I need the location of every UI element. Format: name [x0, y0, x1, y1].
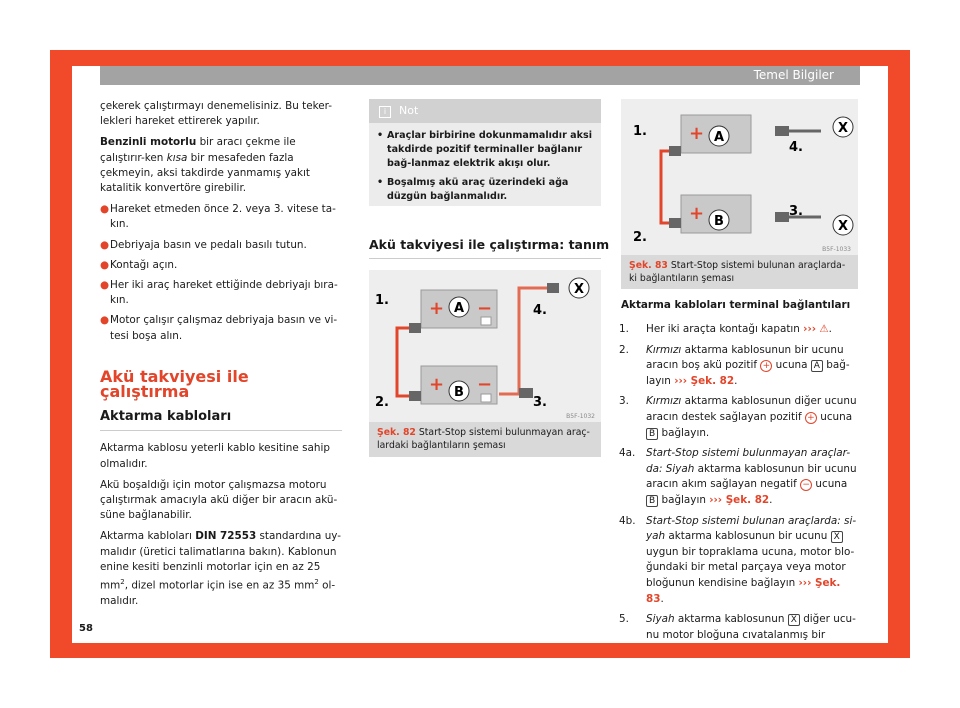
note-title: Not: [399, 104, 419, 117]
bullet-icon: ●: [100, 279, 110, 292]
italic-text: Start-Stop sistemi bulunan araçlarda: si-yah: [646, 514, 857, 543]
figure-caption-83: [621, 255, 858, 289]
text: aktarma kablosunun diğer ucunu aracın destek sağlayan pozitif: [646, 395, 857, 423]
paragraph-petrol: [100, 135, 342, 196]
list-item-text: Debriyaja basın ve pedalı basılı tutun.: [110, 238, 307, 251]
page-number: 58: [79, 623, 93, 634]
italic-text: Kırmızı: [646, 395, 682, 408]
text: .: [734, 374, 738, 387]
label-x: X: [573, 282, 585, 297]
figure-83: [621, 99, 858, 255]
plus-sign: +: [689, 123, 705, 144]
label-box: X: [831, 531, 843, 543]
item-number: 4b.: [619, 514, 636, 527]
step-4: 4.: [789, 140, 803, 155]
list-item: [619, 322, 859, 338]
bullet-icon: ●: [100, 238, 110, 251]
plus-terminal-icon: +: [805, 412, 817, 424]
text: .: [660, 592, 664, 605]
bullet-icon: •: [377, 177, 384, 188]
superscript: 2: [314, 578, 319, 587]
figure-link[interactable]: ››› Şek. 83: [646, 576, 841, 605]
text: aktarma kablosunun: [674, 613, 788, 626]
text: , dizel motorlar için ise en az 35 mm: [124, 579, 315, 592]
text: ol-malıdır.: [100, 579, 336, 607]
label-a: A: [713, 130, 725, 145]
step-3: 3.: [789, 204, 803, 219]
list-item-text: Araçlar birbirine dokunmamalıdır aksi takdirde pozitif terminaller bağlanır bağ-lanmaz elektrik akışı olur.: [387, 130, 592, 169]
text: aktarma kablosunun bir ucunu: [665, 530, 831, 543]
italic-text: Start-Stop sistemi bulunmayan araçlar-da: Siyah: [646, 447, 851, 475]
step-4: 4.: [533, 303, 547, 318]
step-1: 1.: [633, 124, 647, 139]
item-number: 2.: [619, 343, 629, 356]
list-item-text: Hareket etmeden önce 2. veya 3. vitese ta-kın.: [110, 203, 336, 231]
divider: [369, 258, 601, 259]
jump-start-diagram: [369, 270, 601, 422]
figure-code: B5F-1032: [566, 413, 595, 420]
superscript: 2: [120, 578, 125, 587]
list-item-text: Kontağı açın.: [110, 258, 178, 271]
paragraph: Akü boşaldığı için motor çalışmazsa motoru çalıştırmak amacıyla akü diğer bir aracın akü-süne bağlanabilir.: [100, 478, 338, 522]
text: ucuna: [816, 410, 853, 423]
list-item-text: Motor çalışır çalışmaz debriyaja basın ve vi-tesi boşa alın.: [110, 314, 338, 342]
text: diğer ucu-nu motor bloğuna cıvatalanmış bir: [646, 613, 856, 641]
item-number: 3.: [619, 395, 629, 408]
step-3: 3.: [533, 395, 547, 410]
list-title: Aktarma kabloları terminal bağlantıları: [621, 299, 851, 311]
bullet-icon: ●: [100, 203, 110, 216]
list-item: [619, 514, 859, 608]
text: bağlayın: [658, 493, 710, 506]
step-2: 2.: [375, 395, 389, 410]
step-1: 1.: [375, 293, 389, 308]
step-2: 2.: [633, 230, 647, 245]
text: bağlayın.: [658, 426, 710, 439]
bold-text: DIN 72553: [195, 530, 257, 543]
section-title: Akü takviyesi ile çalıştırma: tanım: [369, 237, 610, 252]
caption-ref: Şek. 83: [629, 260, 668, 271]
label-b: B: [454, 385, 464, 400]
note-box: [369, 99, 601, 206]
list-item: [619, 446, 859, 508]
caption-text: Start-Stop sistemi bulunmayan araç-lardaki bağlantıların şeması: [377, 427, 590, 451]
text: uygun bir topraklama ucuna, motor blo-ğundaki bir metal parçaya veya motor bloğunun kendisine bağlayın: [646, 545, 855, 589]
label-x-top: X: [837, 121, 849, 136]
paragraph-din: [100, 529, 342, 608]
caption-ref: Şek. 82: [377, 427, 416, 438]
bullet-icon: •: [377, 130, 384, 141]
list-item: [377, 129, 593, 171]
italic-text: Kırmızı: [646, 343, 682, 356]
label-box: X: [788, 614, 800, 626]
label-x-bottom: X: [837, 219, 849, 234]
warning-icon: ⚠: [819, 323, 829, 335]
italic-text: kısa: [166, 151, 188, 164]
text: ucuna: [812, 478, 848, 491]
text: aktarma kablosunun bir ucunu aracın boş akü pozitif: [646, 343, 844, 372]
item-number: 1.: [619, 323, 629, 335]
text: bir mesafeden fazla çekmeyin, aksi takdirde yanmamış yakıt katalitik konvertöre girebilir.: [100, 151, 310, 195]
text: .: [828, 323, 832, 335]
text: bağ-layın: [646, 359, 850, 387]
plus-terminal-icon: +: [760, 360, 772, 372]
label-a: A: [453, 301, 465, 316]
plus-sign: +: [429, 374, 445, 395]
paragraph: Aktarma kablosu yeterli kablo kesitine sahip olmalıdır.: [100, 442, 330, 470]
section-heading: Akü takviyesi ile çalıştırma: [100, 366, 249, 402]
list-item: [377, 176, 593, 204]
list-item-text: Boşalmış akü araç üzerindeki ağa düzgün bağlanmalıdır.: [387, 177, 569, 202]
reference-arrow[interactable]: ›››: [803, 323, 817, 335]
bullet-icon: ●: [100, 258, 110, 271]
subsection-heading: Aktarma kabloları: [100, 409, 232, 425]
minus-sign: −: [477, 298, 493, 319]
list-item: [619, 343, 859, 390]
label-box: A: [811, 360, 823, 372]
note-header: [369, 99, 601, 123]
figure-link[interactable]: ››› Şek. 82: [709, 493, 770, 506]
list-item-text: Her iki araç hareket ettiğinde debriyajı bıra-kın.: [110, 279, 338, 307]
figure-code: B5F-1033: [822, 246, 851, 253]
italic-text: Siyah: [646, 613, 675, 626]
minus-terminal-icon: −: [800, 479, 812, 491]
text: standardına uy-malıdır (üretici talimatlarına bakın). Kablonun enine kesiti benzinli motorlar için en az 25 mm: [100, 530, 342, 592]
list-item: [100, 278, 342, 308]
info-icon: i: [379, 106, 391, 118]
text: Aktarma kabloları: [100, 530, 196, 543]
caption-text: Start-Stop sistemi bulunan araçlarda-ki bağlantıların şeması: [629, 260, 846, 284]
bullet-icon: ●: [100, 314, 110, 327]
plus-sign: +: [429, 298, 445, 319]
list-item: [100, 202, 342, 232]
left-column: [100, 99, 342, 615]
list-item: [100, 258, 342, 273]
paragraph: çekerek çalıştırmayı denemelisiniz. Bu teker-lekleri hareket ettirerek yapılır.: [100, 100, 333, 128]
label-box: B: [646, 495, 658, 507]
text: Her iki araçta kontağı kapatın: [646, 323, 804, 335]
list-item: [100, 238, 342, 253]
list-item: [100, 313, 342, 343]
list-item: [619, 394, 859, 441]
label-box: B: [646, 428, 658, 440]
text: .: [769, 493, 773, 506]
steps-list: [619, 322, 859, 648]
text: bir aracı çekme ile çalıştırır-ken: [100, 136, 296, 164]
minus-sign: −: [477, 374, 493, 395]
bold-text: Benzinli motorlu: [100, 136, 197, 149]
header-title: Temel Bilgiler: [100, 66, 860, 85]
item-number: 5.: [619, 613, 629, 626]
label-b: B: [714, 214, 724, 229]
item-number: 4a.: [619, 447, 636, 460]
text: ucuna: [772, 359, 811, 372]
text: aktarma kablosunun bir ucunu aracın akım sağlayan negatif: [646, 462, 857, 491]
note-body: [369, 123, 601, 215]
figure-82: [369, 270, 601, 422]
figure-caption-82: [369, 422, 601, 457]
figure-link[interactable]: ››› Şek. 82: [674, 374, 735, 387]
jump-start-stop-diagram: [621, 99, 858, 255]
list-item: [619, 612, 859, 643]
plus-sign: +: [689, 203, 705, 224]
